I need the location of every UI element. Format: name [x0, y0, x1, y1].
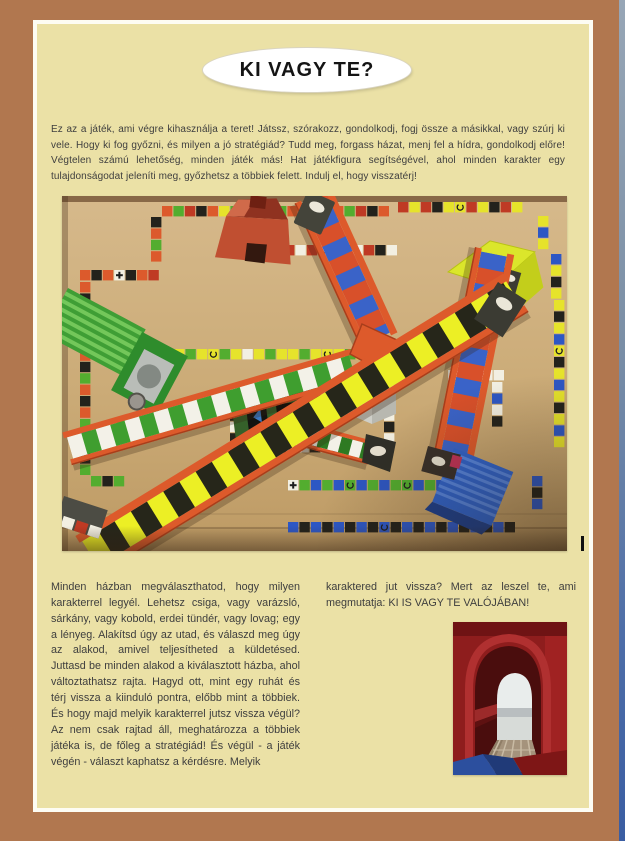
window-edge-strip [619, 0, 625, 841]
red-arch-doorway-photo [453, 622, 567, 775]
intro-paragraph: Ez az a játék, ami végre kihasználja a teret! Játssz, szórakozz, gondolkodj, fogj össze a másikkal, vagy szúrj ki vele. Hogy ki fog győzni, és milyen a jó stratégiád? Tudd meg, forgass házat, menj fel a hídra, gondolkodj előre! Végtelen számú lehetőség, minden játék más! Hat játékfigura segítségével, ahol minden karakter egy tulajdonságodat jeleníti meg, győzhetsz a többiek felett. Indulj el, hogy visszatérj! [51, 124, 565, 182]
page-title: KI VAGY TE? [239, 58, 375, 81]
paper-sheet [33, 20, 593, 812]
page-content-area [37, 24, 589, 808]
right-text-column: karaktered jut vissza? Mert az leszel te, ami megmutatja: KI IS VAGY TE VALÓJÁBAN! [326, 580, 576, 609]
text-cursor [581, 536, 584, 551]
board-game-photo [62, 196, 567, 551]
left-text-column: Minden házban megválaszthatod, hogy milyen karakterrel legyél. Lehetsz csiga, vagy varázsló, sárkány, vagy kobold, erdei tündér, vagy lovag; egy a lényeg. Alakítsd úgy az utad, és válaszd meg úgy az alakod, amivel teljesítheted a küldetésed. Juttasd be minden alakod a kiválasztott házba, ahol változtathatsz rajta. Hagyd ott, mint egy ruhát és térj vissza a kiinduló pontra, előbb mint a többiek. És hogy majd melyik karakterrel jutsz vissza végül? Az nem csak rajtad áll, meghatározza a többiek játéka is, de főleg a stratégiád! És végül - a játék végén - választ kaphatsz a kérdésre. Melyik [51, 580, 300, 768]
title-ellipse [203, 48, 411, 92]
